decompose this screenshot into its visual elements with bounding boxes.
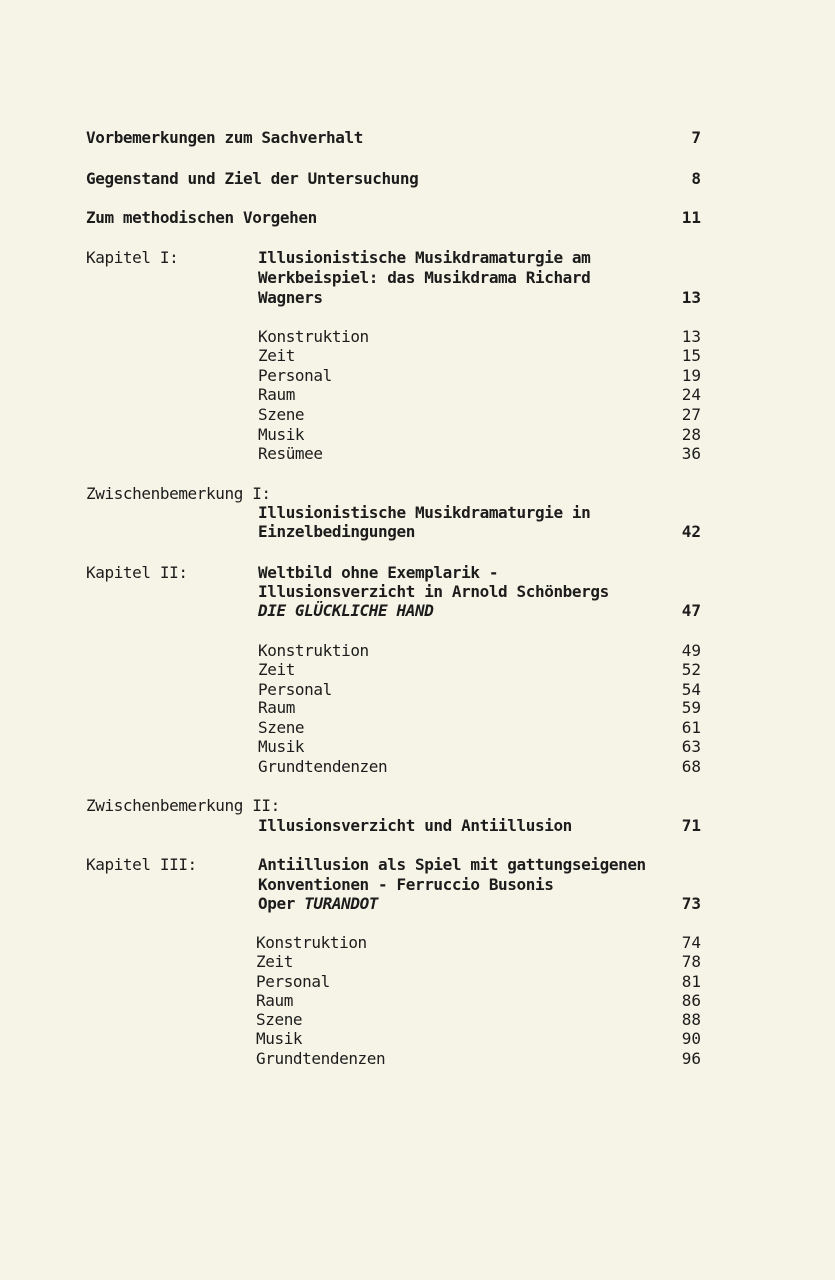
- chapter-2-title-line-2: Illusionsverzicht in Arnold Schönbergs: [258, 582, 609, 601]
- interlude-2-title-line-1: Illusionsverzicht und Antiillusion: [258, 816, 572, 835]
- toc-page-gegenstand: 8: [691, 169, 701, 188]
- chapter-2-section-page: 61: [681, 718, 701, 737]
- interlude-1-label: Zwischenbemerkung I:: [86, 484, 271, 503]
- chapter-1-section-page: 36: [681, 444, 701, 463]
- chapter-3-label: Kapitel III:: [86, 855, 197, 874]
- chapter-3-title-line-3: [258, 894, 378, 914]
- chapter-3-title-turandot: TURANDOT: [304, 894, 379, 913]
- chapter-3-title-line-1: Antiillusion als Spiel mit gattungseigenen: [258, 855, 646, 874]
- chapter-1-section: Resümee: [258, 444, 323, 463]
- toc-page-methodisch: 11: [681, 208, 701, 227]
- chapter-2-section-page: 52: [681, 660, 701, 679]
- interlude-2-page: 71: [681, 816, 701, 835]
- chapter-1-section-page: 28: [681, 425, 701, 444]
- chapter-1-section: Personal: [258, 366, 332, 385]
- chapter-1-section-page: 19: [681, 366, 701, 385]
- chapter-3-section: Personal: [256, 972, 330, 991]
- chapter-3-section: Musik: [256, 1029, 303, 1048]
- toc-entry-vorbemerkungen: Vorbemerkungen zum Sachverhalt: [86, 128, 363, 147]
- interlude-1-page: 42: [681, 522, 701, 541]
- chapter-1-title-line-3: Wagners: [258, 288, 323, 307]
- toc-page-vorbemerkungen: 7: [691, 128, 701, 147]
- chapter-1-section: Zeit: [258, 346, 295, 365]
- chapter-1-section-page: 27: [681, 405, 701, 424]
- chapter-2-section-page: 49: [681, 641, 701, 660]
- chapter-2-section: Raum: [258, 698, 295, 717]
- chapter-2-section-page: 63: [681, 737, 701, 756]
- chapter-2-section: Grundtendenzen: [258, 757, 388, 776]
- toc-entry-gegenstand: Gegenstand und Ziel der Untersuchung: [86, 169, 419, 188]
- chapter-2-section-page: 54: [681, 680, 701, 699]
- chapter-3-title-line-2: Konventionen - Ferruccio Busonis: [258, 875, 554, 894]
- chapter-3-section: Raum: [256, 991, 293, 1010]
- chapter-1-section-page: 15: [681, 346, 701, 365]
- chapter-3-page: 73: [681, 894, 701, 913]
- chapter-3-section: Szene: [256, 1010, 303, 1029]
- chapter-1-section-page: 13: [681, 327, 701, 346]
- interlude-1-title-line-2: Einzelbedingungen: [258, 522, 415, 541]
- chapter-1-section: Konstruktion: [258, 327, 369, 346]
- chapter-1-title-line-2: Werkbeispiel: das Musikdrama Richard: [258, 268, 591, 287]
- chapter-2-page: 47: [681, 601, 701, 620]
- chapter-3-section-page: 81: [681, 972, 701, 991]
- chapter-3-section-page: 78: [681, 952, 701, 971]
- chapter-1-label: Kapitel I:: [86, 248, 179, 267]
- chapter-3-section-page: 86: [681, 991, 701, 1010]
- chapter-1-title-line-1: Illusionistische Musikdramaturgie am: [258, 248, 591, 267]
- chapter-2-section: Konstruktion: [258, 641, 369, 660]
- chapter-1-section: Musik: [258, 425, 305, 444]
- chapter-3-section: Konstruktion: [256, 933, 367, 952]
- chapter-2-section: Szene: [258, 718, 305, 737]
- chapter-3-section: Grundtendenzen: [256, 1049, 386, 1068]
- chapter-3-section-page: 74: [681, 933, 701, 952]
- chapter-1-page: 13: [681, 288, 701, 307]
- chapter-3-title-oper: Oper: [258, 894, 305, 913]
- chapter-1-section-page: 24: [681, 385, 701, 404]
- chapter-3-section: Zeit: [256, 952, 293, 971]
- chapter-2-section-page: 68: [681, 757, 701, 776]
- chapter-3-section-page: 88: [681, 1010, 701, 1029]
- chapter-2-title-line-3: DIE GLÜCKLICHE HAND: [258, 601, 434, 620]
- chapter-2-section: Musik: [258, 737, 305, 756]
- chapter-1-section: Szene: [258, 405, 305, 424]
- chapter-2-section: Zeit: [258, 660, 295, 679]
- chapter-2-section: Personal: [258, 680, 332, 699]
- interlude-2-label: Zwischenbemerkung II:: [86, 796, 280, 815]
- chapter-1-section: Raum: [258, 385, 295, 404]
- chapter-2-section-page: 59: [681, 698, 701, 717]
- interlude-1-title-line-1: Illusionistische Musikdramaturgie in: [258, 503, 591, 522]
- chapter-3-section-page: 90: [681, 1029, 701, 1048]
- chapter-2-label: Kapitel II:: [86, 563, 188, 582]
- chapter-2-title-line-1: Weltbild ohne Exemplarik -: [258, 563, 499, 582]
- toc-entry-methodisch: Zum methodischen Vorgehen: [86, 208, 317, 227]
- chapter-3-section-page: 96: [681, 1049, 701, 1068]
